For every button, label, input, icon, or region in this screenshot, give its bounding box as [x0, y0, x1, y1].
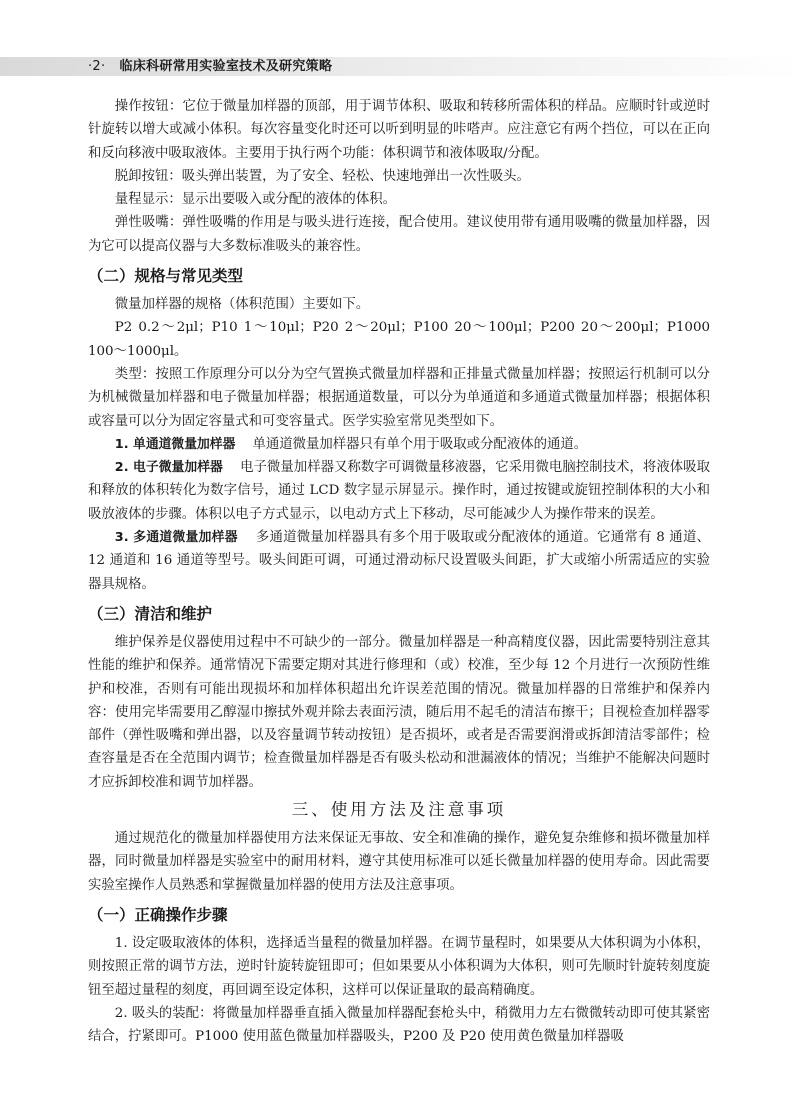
paragraph-step-1: 1. 设定吸取液体的体积，选择适当量程的微量加样器。在调节量程时，如果要从大体积调为小体积，则按照正常的调节方法，逆时针旋转旋钮即可；但如果要从小体积调为大体积，则可先顺时针旋转刻度旋钮至超过量程的刻度，再回调至设定体积，这样可以保证量取的最高精确度。 [88, 935, 710, 998]
item-title: 3. 多通道微量加样器 [114, 530, 238, 546]
paragraph-maintenance: 维护保养是仪器使用过程中不可缺少的一部分。微量加样器是一种高精度仪器，因此需要特别注意其性能的维护和保养。通常情况下需要定期对其进行修理和（或）校准，至少每 12 个月进行一次预防性维护和校准，否则有可能出现损坏和加样体积超出允许误差范围的情况。微量加样器的日常维护和保养内容：使用完毕需要用乙醇湿巾擦拭外观并除去表面污渍，随后用不起毛的清洁布擦干；目视检查加样器零部件（弹性吸嘴和弹出器，以及容量调节转动按钮）是否损坏，或者是否需要润滑或拆卸清洁零部件；检查容量是否在全范围内调节；检查微量加样器是否有吸头松动和泄漏液体的情况；当维护不能解决问题时才应拆卸校准和调节加样器。 [88, 634, 710, 790]
term-label: 脱卸按钮 [114, 168, 169, 184]
paragraph-eject-button: 脱卸按钮：吸头弹出装置，为了安全、轻松、快速地弹出一次性吸头。 [114, 168, 530, 184]
section-heading-maintenance: （三）清洁和维护 [88, 604, 213, 623]
paragraph-operate-button: 操作按钮：它位于微量加样器的顶部，用于调节体积、吸取和转移所需体积的样品。应顺时针或逆时针旋转以增大或减小体积。每次容量变化时还可以听到明显的咔嗒声。应注意它有两个挡位，可以在正向和反向移液中吸取液体。主要用于执行两个功能：体积调节和液体吸取/分配。 [88, 99, 710, 161]
paragraph-specs-intro: 微量加样器的规格（体积范围）主要如下。 [114, 297, 370, 313]
term-label: 操作按钮 [114, 99, 169, 114]
paragraph-single-channel: 1. 单通道微量加样器 单通道微量加样器只有单个用于吸取或分配液体的通道。 [114, 436, 588, 452]
running-header [88, 58, 332, 75]
item-title: 2. 电子微量加样器 [114, 460, 223, 476]
term-label: 量程显示 [114, 192, 169, 208]
page-body [88, 95, 710, 1048]
paragraph-types: 类型：按照工作原理分可以分为空气置换式微量加样器和正排量式微量加样器；按照运行机制可以分为机械微量加样器和电子微量加样器；根据通道数量，可以分为单通道和多通道式微量加样器；根据体积或容量可以分为固定容量式和可变容量式。医学实验室常见类型如下。 [88, 366, 710, 429]
book-title: 临床科研常用实验室技术及研究策略 [119, 59, 333, 74]
paragraph-usage-intro: 通过规范化的微量加样器使用方法来保证无事故、安全和准确的操作，避免复杂维修和损坏微量加样器，同时微量加样器是实验室中的耐用材料，遵守其使用标准可以延长微量加样器的使用寿命。因此需要实验室操作人员熟悉和掌握微量加样器的使用方法及注意事项。 [88, 831, 710, 893]
part-heading-usage: 三、使用方法及注意事项 [291, 800, 507, 820]
paragraph-step-2: 2. 吸头的装配：将微量加样器垂直插入微量加样器配套枪头中，稍微用力左右微微转动即可使其紧密结合，拧紧即可。P1000 使用蓝色微量加样器吸头，P200 及 P20 使用黄色微量加样器吸 [88, 1005, 710, 1045]
term-label: 弹性吸嘴 [114, 215, 169, 231]
paragraph-multi-channel: 3. 多通道微量加样器 多通道微量加样器具有多个用于吸取或分配液体的通道。它通常有 8 通道、12 通道和 16 通道等型号。吸头间距可调，可通过滑动标尺设置吸头间距，扩大或缩小所需适应的实验器具规格。 [88, 530, 710, 592]
paragraph-elastic-nozzle: 弹性吸嘴：弹性吸嘴的作用是与吸头进行连接，配合使用。建议使用带有通用吸嘴的微量加样器，因为它可以提高仪器与大多数标准吸头的兼容性。 [88, 215, 710, 254]
page-number: ·2· [88, 59, 106, 74]
section-heading-specs: （二）规格与常见类型 [88, 267, 244, 286]
section-heading-steps: （一）正确操作步骤 [88, 905, 228, 924]
paragraph-specs-list: P2 0.2～2μl；P10 1～10μl；P20 2～20μl；P100 20～100μl；P200 20～200μl；P1000 100～1000μl。 [88, 320, 710, 359]
paragraph-range-display: 量程显示：显示出要吸入或分配的液体的体积。 [114, 192, 396, 208]
item-title: 1. 单通道微量加样器 [114, 436, 236, 452]
paragraph-electronic: 2. 电子微量加样器 电子微量加样器又称数字可调微量移液器，它采用微电脑控制技术，将液体吸取和释放的体积转化为数字信号，通过 LCD 数字显示屏显示。操作时，通过按键或旋钮控制体积的大小和吸放液体的步骤。体积以电子方式显示，以电动方式上下移动，尽可能减少人为操作带来的误差。 [88, 460, 710, 522]
